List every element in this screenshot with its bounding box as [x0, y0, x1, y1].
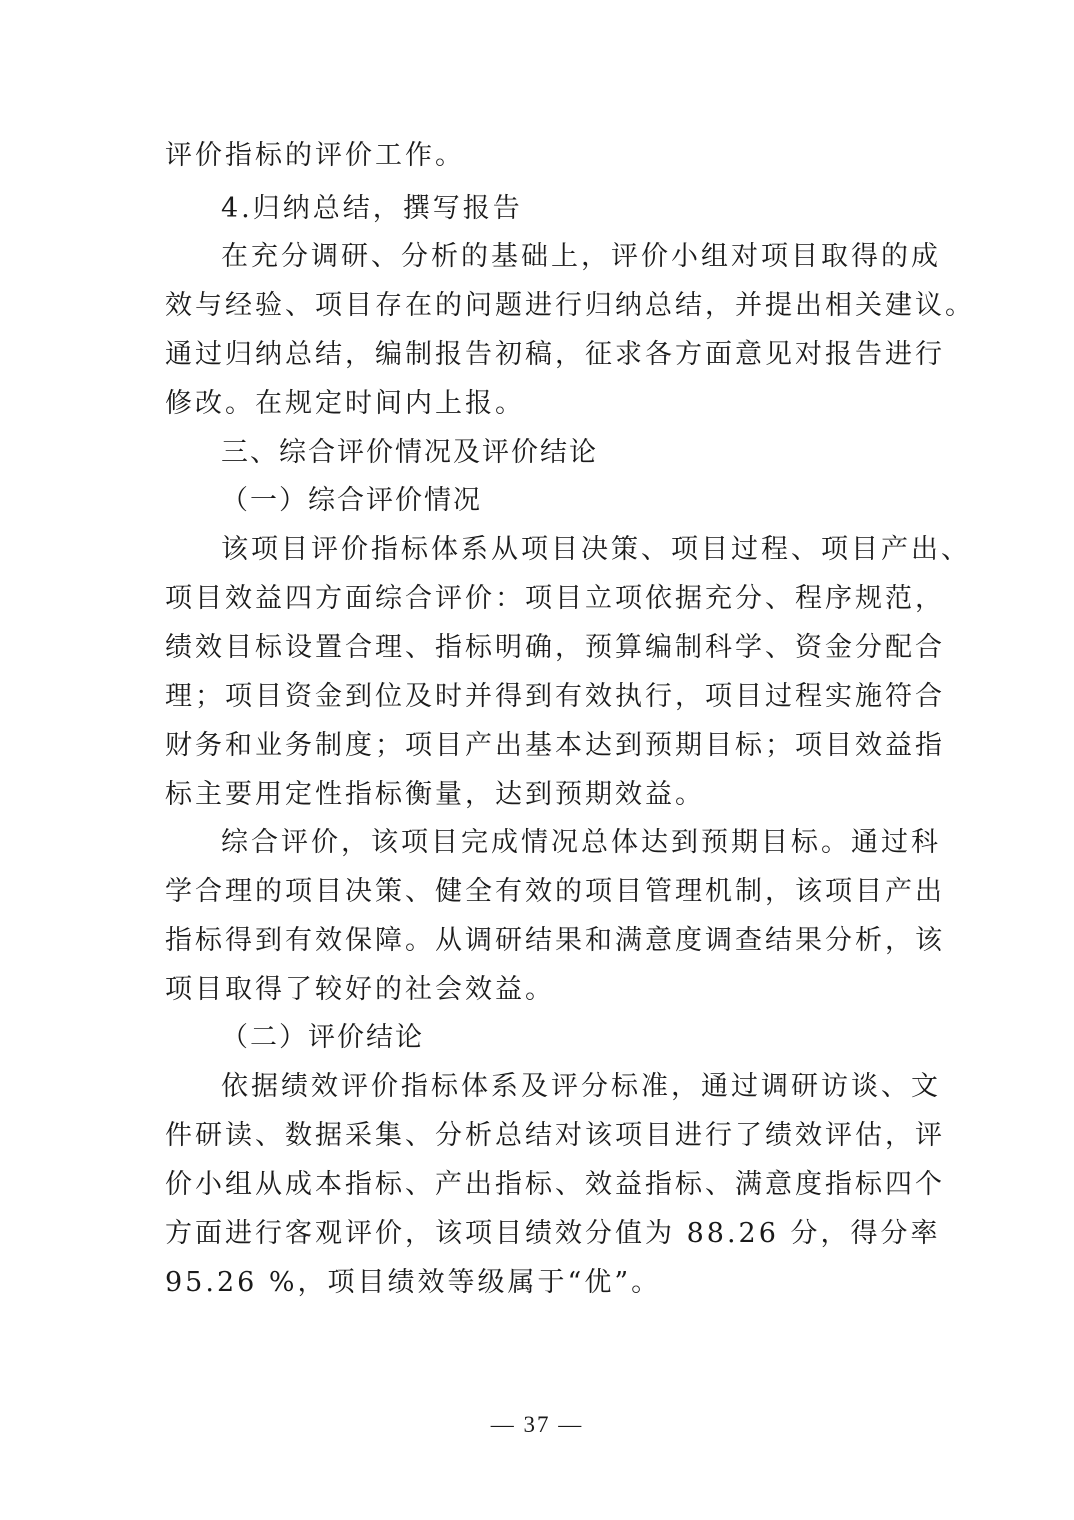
paragraph-line: 方面进行客观评价，该项目绩效分值为 88.26 分，得分率 — [165, 1218, 941, 1249]
paragraph-line: 在充分调研、分析的基础上，评价小组对项目取得的成 — [221, 241, 941, 272]
paragraph-line: 综合评价，该项目完成情况总体达到预期目标。通过科 — [221, 827, 941, 858]
paragraph-line: 指标得到有效保障。从调研结果和满意度调查结果分析，该 — [165, 925, 945, 956]
paragraph-line: 件研读、数据采集、分析总结对该项目进行了绩效评估，评 — [165, 1120, 945, 1151]
paragraph-line: 修改。在规定时间内上报。 — [165, 388, 525, 419]
paragraph-line: 价小组从成本指标、产出指标、效益指标、满意度指标四个 — [165, 1169, 945, 1200]
paragraph-line: 财务和业务制度；项目产出基本达到预期目标；项目效益指 — [165, 730, 945, 761]
paragraph-line: 通过归纳总结，编制报告初稿，征求各方面意见对报告进行 — [165, 339, 945, 370]
section-subheading: （二）评价结论 — [221, 1022, 424, 1053]
section-subheading: 4.归纳总结，撰写报告 — [221, 193, 523, 224]
paragraph-line: 效与经验、项目存在的问题进行归纳总结，并提出相关建议。 — [165, 290, 975, 321]
paragraph-line: 95.26 %，项目绩效等级属于“优”。 — [165, 1267, 662, 1298]
section-heading: 三、综合评价情况及评价结论 — [221, 437, 598, 468]
paragraph-line: 评价指标的评价工作。 — [165, 140, 465, 171]
paragraph-line: 学合理的项目决策、健全有效的项目管理机制，该项目产出 — [165, 876, 945, 907]
paragraph-line: 项目取得了较好的社会效益。 — [165, 974, 555, 1005]
section-subheading: （一）综合评价情况 — [221, 485, 482, 516]
paragraph-line: 该项目评价指标体系从项目决策、项目过程、项目产出、 — [221, 534, 971, 565]
paragraph-line: 标主要用定性指标衡量，达到预期效益。 — [165, 779, 705, 810]
paragraph-line: 绩效目标设置合理、指标明确，预算编制科学、资金分配合 — [165, 632, 945, 663]
paragraph-line: 依据绩效评价指标体系及评分标准，通过调研访谈、文 — [221, 1071, 941, 1102]
paragraph-line: 项目效益四方面综合评价：项目立项依据充分、程序规范， — [165, 583, 945, 614]
page-number: — 37 — — [490, 1412, 584, 1437]
paragraph-line: 理；项目资金到位及时并得到有效执行，项目过程实施符合 — [165, 681, 945, 712]
